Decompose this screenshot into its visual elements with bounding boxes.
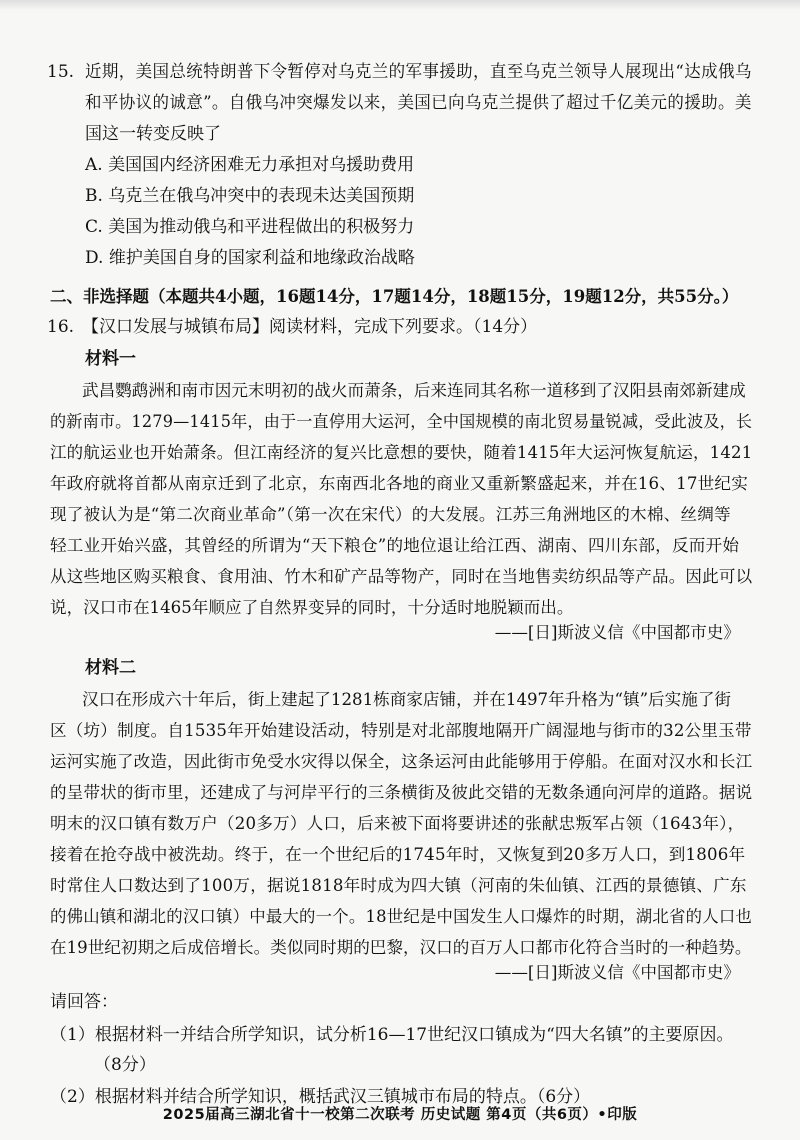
material-2-line: 在19世纪初期之后成倍增长。类似同时期的巴黎，汉口的百万人口都市化符合当时的一种趋势。	[50, 938, 752, 957]
material-1-line: 武昌鹦鹉洲和南市因元末明初的战火而萧条，后来连同其名称一道移到了汉阳县南郊新建成	[82, 381, 746, 400]
material-2-label: 材料二	[85, 658, 136, 678]
question-16-title: 【汉口发展与城镇布局】阅读材料，完成下列要求。（14分）	[82, 317, 538, 337]
material-1-line: 江的航运业也开始萧条。但江南经济的复兴比意想的要快，随着1415年大运河恢复航运，1421	[50, 443, 753, 462]
sub-question-1: （1）根据材料一并结合所学知识，试分析16—17世纪汉口镇成为“四大名镇”的主要原因。	[50, 1025, 734, 1045]
material-2-line: 时常住人口数达到了100万，据说1818年时成为四大镇（河南的朱仙镇、江西的景德镇、广东	[50, 876, 747, 895]
question-15-option-c: C. 美国为推动俄乌和平进程做出的积极努力	[85, 217, 415, 237]
page-footer: 2025届高三湖北省十一校第二次联考 历史试题 第4页（共6页）•印版	[162, 1107, 638, 1123]
question-15-stem-line-2: 和平协议的诚意”。自俄乌冲突爆发以来，美国已向乌克兰提供了超过千亿美元的援助。美	[85, 93, 752, 113]
sub-question-1-score: （8分）	[94, 1055, 156, 1075]
material-1-line: 年政府就将首都从南京迁到了北京，东南西北各地的商业又重新繁盛起来，并在16、17世纪实	[50, 474, 748, 493]
question-15-stem-line-3: 国这一转变反映了	[85, 124, 221, 144]
material-2-line: 明末的汉口镇有数万户（20多万）人口，后来被下面将要讲述的张献忠叛军占领（1643年），	[50, 814, 745, 833]
material-2-line: 区（坊）制度。自1535年开始建设活动，特别是对北部腹地隔开广阔湿地与街市的32公里玉带	[50, 721, 752, 740]
material-2-line: 汉口在形成六十年后，街上建起了1281栋商家店铺，并在1497年升格为“镇”后实施了街	[82, 690, 732, 709]
question-15-stem-line-1: 近期，美国总统特朗普下令暂停对乌克兰的军事援助，直至乌克兰领导人展现出“达成俄乌	[85, 62, 752, 82]
material-1-line: 从这些地区购买粮食、食用油、竹木和矿产品等物产，同时在当地售卖纺织品等产品。因此可以	[50, 567, 753, 586]
material-2-line: 接着在抢夺战中被洗劫。终于，在一个世纪后的1745年时，又恢复到20多万人口，到1806年	[50, 845, 746, 864]
material-1-line: 的新南市。1279—1415年，由于一直停用大运河，全中国规模的南北贸易量锐减，受此波及，长	[50, 412, 753, 431]
question-15-option-b: B. 乌克兰在俄乌冲突中的表现未达美国预期	[85, 186, 415, 206]
section-2-heading: 二、非选择题（本题共4小题，16题14分，17题14分，18题15分，19题12分，共55分。）	[50, 287, 739, 306]
question-15-option-d: D. 维护美国自身的国家利益和地缘政治战略	[85, 248, 415, 268]
material-2-line: 的佛山镇和湖北的汉口镇）中最大的一个。18世纪是中国发生人口爆炸的时期，湖北省的人口也	[50, 907, 753, 926]
material-2-line: 运河实施了改造，因此街市免受水灾得以保全，这条运河由此能够用于停船。在面对汉水和长江	[50, 752, 753, 771]
material-2-source: ——[日]斯波义信《中国都市史》	[494, 963, 740, 982]
material-1-line: 现了被认为是“第二次商业革命”（第一次在宋代）的大发展。江苏三角洲地区的木棉、丝绸等	[50, 505, 731, 524]
scan-top-edge	[0, 0, 800, 10]
question-16-number: 16.	[47, 317, 75, 337]
answer-prompt: 请回答：	[50, 992, 118, 1012]
question-15-option-a: A. 美国国内经济困难无力承担对乌援助费用	[85, 155, 415, 175]
material-1-label: 材料一	[85, 349, 136, 369]
material-2-line: 的呈带状的街市里，还建成了与河岸平行的三条横街及彼此交错的无数条通向河岸的道路。据说	[50, 783, 753, 802]
material-1-line: 说，汉口市在1465年顺应了自然界变异的同时，十分适时地脱颖而出。	[50, 598, 574, 617]
question-15-number: 15.	[47, 62, 75, 82]
sub-question-2: （2）根据材料并结合所学知识，概括武汉三镇城市布局的特点。（6分）	[50, 1087, 591, 1107]
material-1-source: ——[日]斯波义信《中国都市史》	[494, 623, 740, 642]
material-1-line: 轻工业开始兴盛，其曾经的所谓为“天下粮仓”的地位退让给江西、湖南、四川东部，反而开始	[50, 536, 740, 555]
